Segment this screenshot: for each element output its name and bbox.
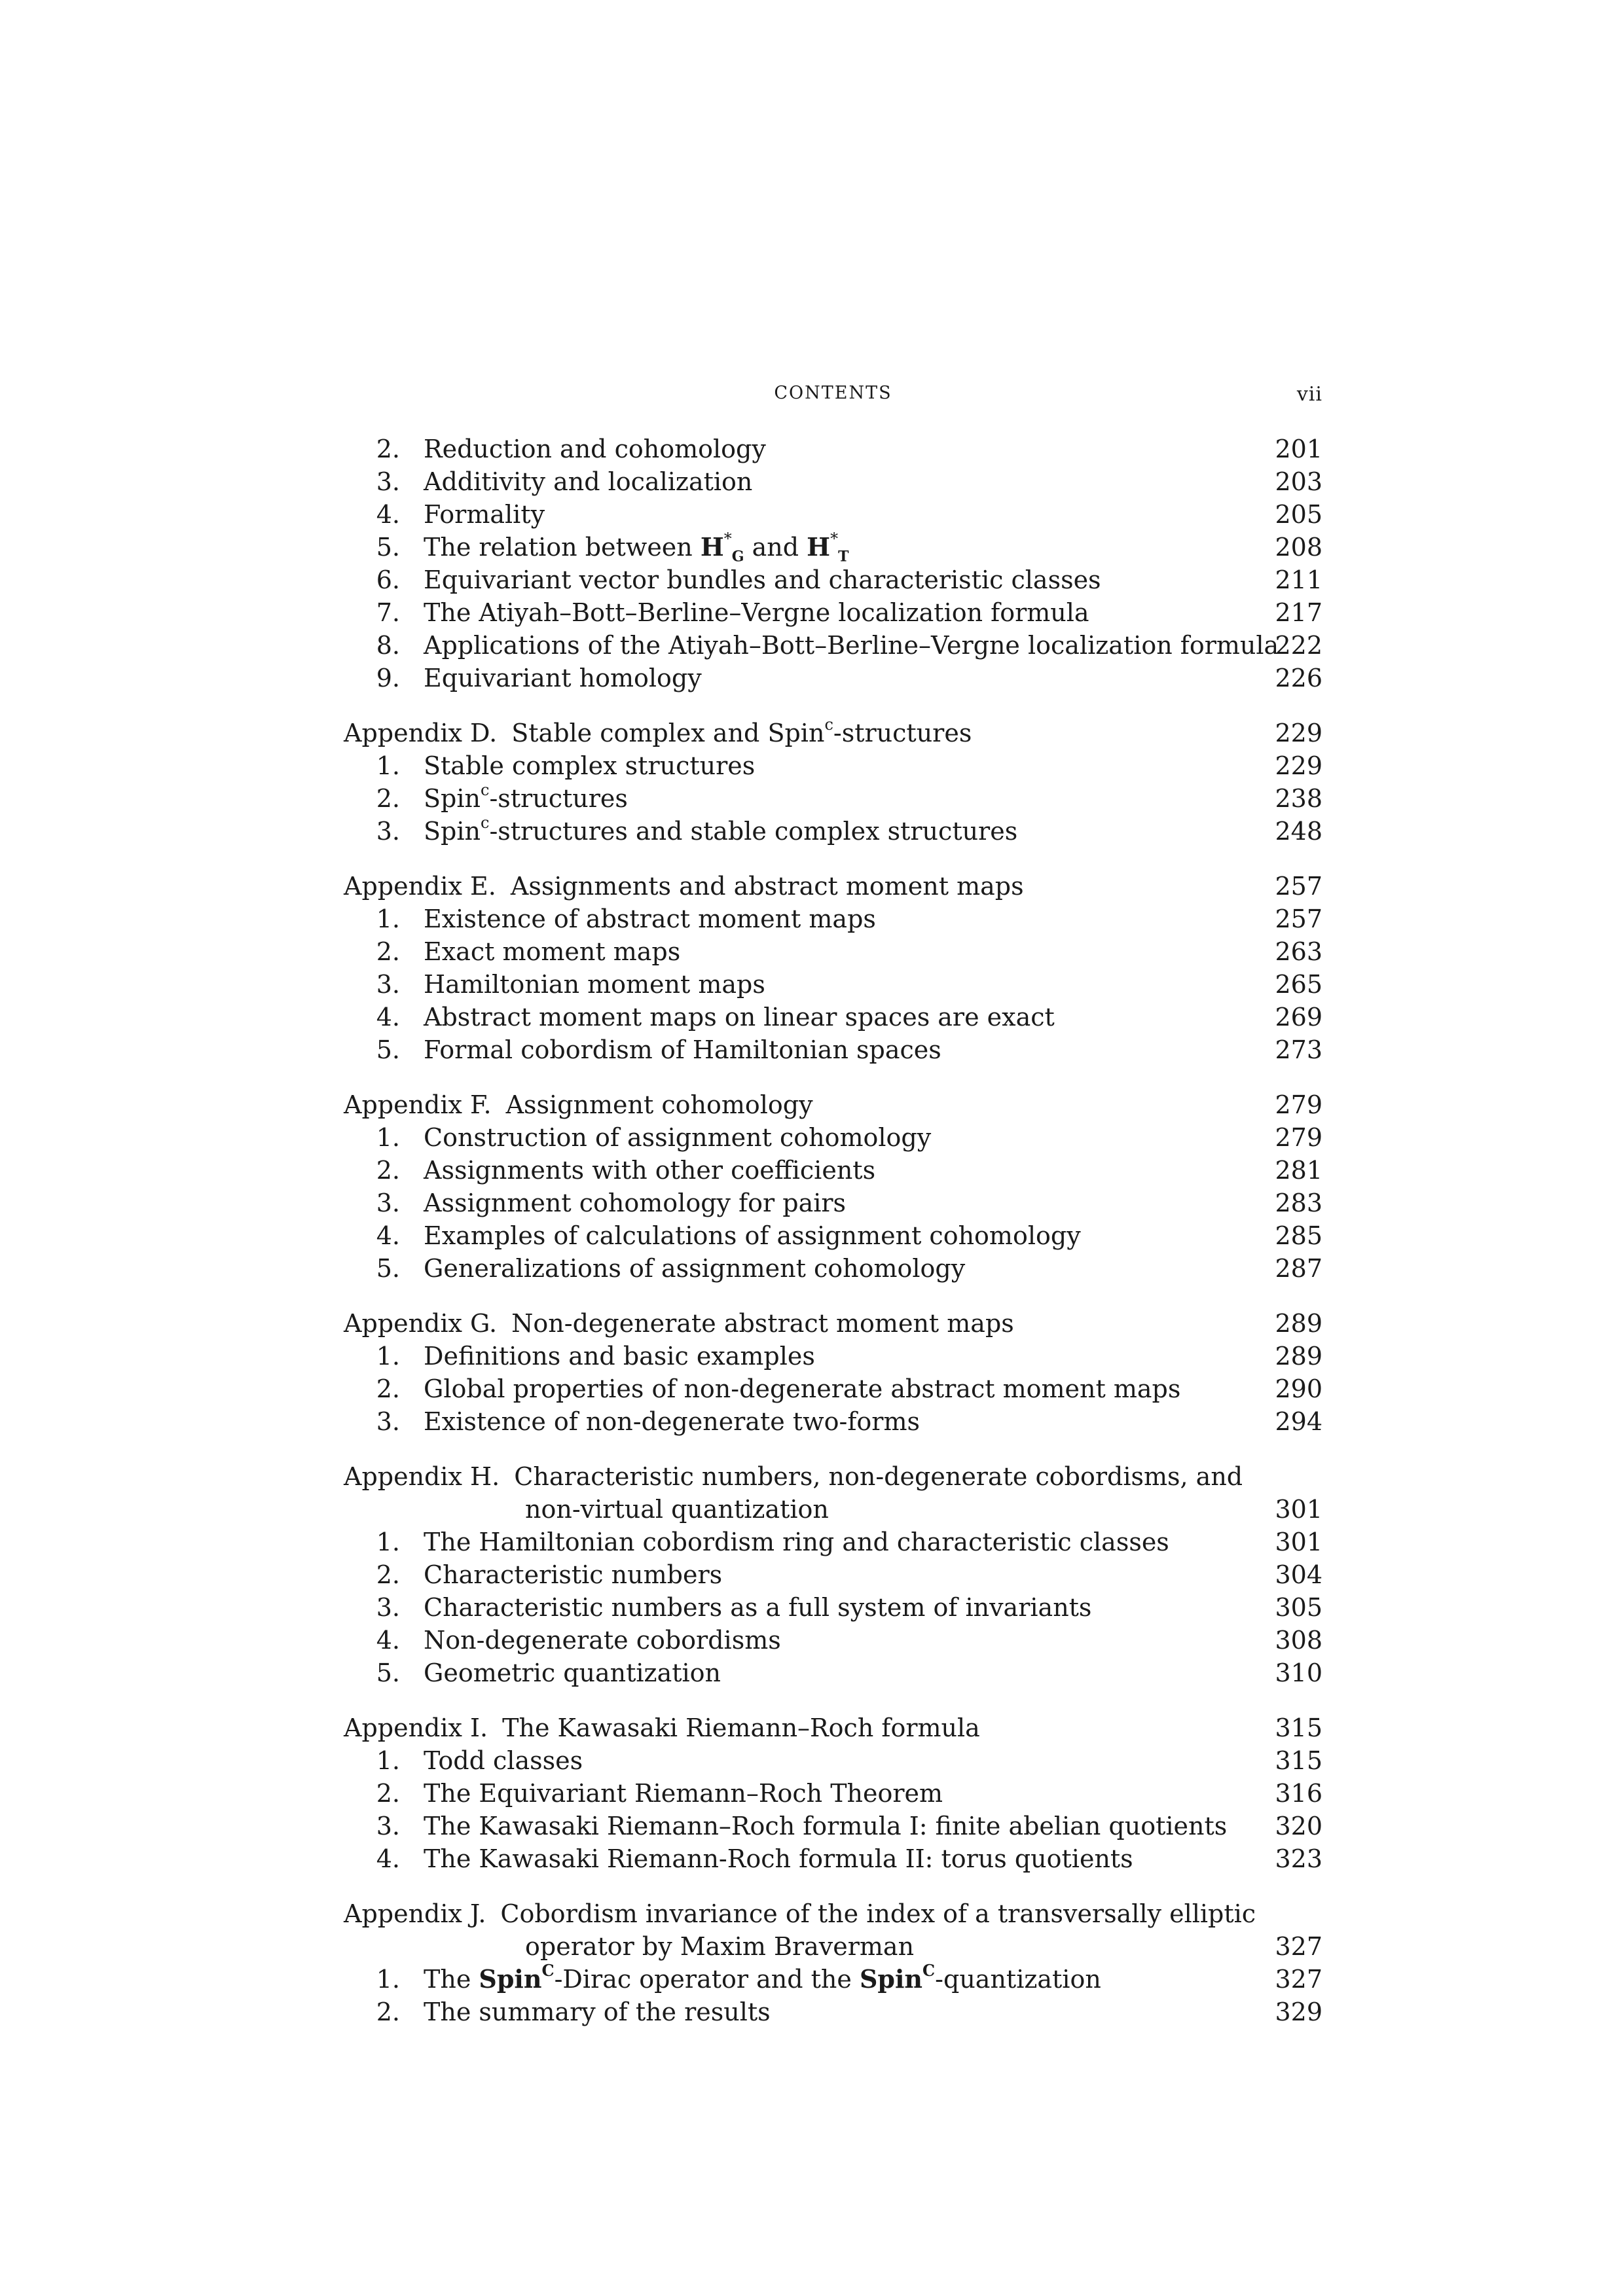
toc-entry[interactable]: 3. Assignment cohomology for pairs 283 (376, 1189, 1322, 1217)
toc-entry[interactable]: 2. Global properties of non-degenerate abstract moment maps 290 (376, 1374, 1322, 1403)
toc-entry[interactable]: 1. Construction of assignment cohomology 279 (376, 1123, 1322, 1152)
running-head (344, 383, 1322, 422)
toc-entry[interactable]: 1. Stable complex structures 229 (376, 751, 1322, 780)
toc-entry[interactable]: 9. Equivariant homology 226 (376, 664, 1322, 692)
toc-entry[interactable]: 2. Spin$^c$-structures 238 (376, 781, 1322, 813)
running-head-title: CONTENTS (774, 383, 892, 403)
toc-entry[interactable]: 1. Existence of abstract moment maps 257 (376, 905, 1322, 933)
toc-appendix-j[interactable]: Appendix J. Cobordism invariance of the index of a transversally elliptic (344, 1899, 1256, 1928)
toc-entry[interactable]: 3. The Kawasaki Riemann–Roch formula I: finite abelian quotients 320 (376, 1812, 1322, 1840)
toc-appendix-h-cont[interactable]: non-virtual quantization 301 (525, 1495, 1322, 1524)
toc-entry[interactable]: 1. Definitions and basic examples 289 (376, 1342, 1322, 1371)
toc-entry[interactable]: 2. The summary of the results 329 (376, 1998, 1322, 2026)
toc-entry[interactable]: 1. The Hamiltonian cobordism ring and characteristic classes 301 (376, 1528, 1322, 1556)
toc-entry[interactable]: 3. Spin$^c$-structures and stable complex structures 248 (376, 814, 1322, 846)
toc-entry[interactable]: 3. Additivity and localization 203 (376, 467, 1322, 496)
toc-entry[interactable]: 5. Geometric quantization 310 (376, 1659, 1322, 1687)
toc-entry[interactable]: 2. The Equivariant Riemann–Roch Theorem 316 (376, 1779, 1322, 1808)
toc-entry[interactable]: 4. Abstract moment maps on linear spaces are exact 269 (376, 1003, 1322, 1031)
toc-entry[interactable]: 6. Equivariant vector bundles and characteristic classes 211 (376, 565, 1322, 594)
table-of-contents (344, 433, 1322, 2028)
toc-appendix-j-cont[interactable]: operator by Maxim Braverman 327 (525, 1932, 1322, 1961)
toc-entry[interactable]: 2. Reduction and cohomology 201 (376, 435, 1322, 463)
toc-appendix-d[interactable]: Appendix D. Stable complex and Spin$^c$-structures 229 (344, 715, 1322, 747)
toc-page (344, 383, 1322, 2028)
toc-entry[interactable]: 4. The Kawasaki Riemann-Roch formula II: torus quotients 323 (376, 1844, 1322, 1873)
toc-entry[interactable]: 2. Exact moment maps 263 (376, 937, 1322, 966)
toc-entry[interactable]: 8. Applications of the Atiyah–Bott–Berline–Vergne localization formula 222 (376, 631, 1322, 660)
toc-appendix-h[interactable]: Appendix H. Characteristic numbers, non-degenerate cobordisms, and (344, 1462, 1243, 1491)
toc-entry[interactable]: 2. Assignments with other coefficients 281 (376, 1156, 1322, 1185)
toc-entry[interactable]: 4. Formality 205 (376, 500, 1322, 529)
toc-entry[interactable]: 5. Generalizations of assignment cohomology 287 (376, 1254, 1322, 1283)
toc-entry[interactable]: 5. The relation between $H^*_G$ and $H^*_T$ 208 (376, 529, 1322, 565)
toc-entry[interactable]: 4. Examples of calculations of assignment cohomology 285 (376, 1221, 1322, 1250)
toc-entry[interactable]: 7. The Atiyah–Bott–Berline–Vergne localization formula 217 (376, 598, 1322, 627)
running-head-page-number: vii (1296, 383, 1322, 406)
toc-entry[interactable]: 4. Non-degenerate cobordisms 308 (376, 1626, 1322, 1655)
toc-entry[interactable]: 3. Existence of non-degenerate two-forms 294 (376, 1407, 1322, 1436)
toc-entry[interactable]: 5. Formal cobordism of Hamiltonian spaces 273 (376, 1035, 1322, 1064)
toc-entry[interactable]: 1. Todd classes 315 (376, 1746, 1322, 1775)
toc-appendix-e[interactable]: Appendix E. Assignments and abstract moment maps 257 (344, 872, 1322, 901)
toc-entry-title: The relation between $H^*_G$ and $H^*_T$ (424, 529, 849, 565)
toc-appendix-i[interactable]: Appendix I. The Kawasaki Riemann–Roch formula 315 (344, 1713, 1322, 1742)
toc-entry[interactable]: 2. Characteristic numbers 304 (376, 1560, 1322, 1589)
toc-appendix-f[interactable]: Appendix F. Assignment cohomology 279 (344, 1090, 1322, 1119)
toc-entry[interactable]: 1. The Spin$^C$-Dirac operator and the Spin$^C$-quantization 327 (376, 1961, 1322, 1994)
toc-entry[interactable]: 3. Characteristic numbers as a full system of invariants 305 (376, 1593, 1322, 1622)
toc-appendix-g[interactable]: Appendix G. Non-degenerate abstract moment maps 289 (344, 1309, 1322, 1338)
toc-entry[interactable]: 3. Hamiltonian moment maps 265 (376, 970, 1322, 999)
